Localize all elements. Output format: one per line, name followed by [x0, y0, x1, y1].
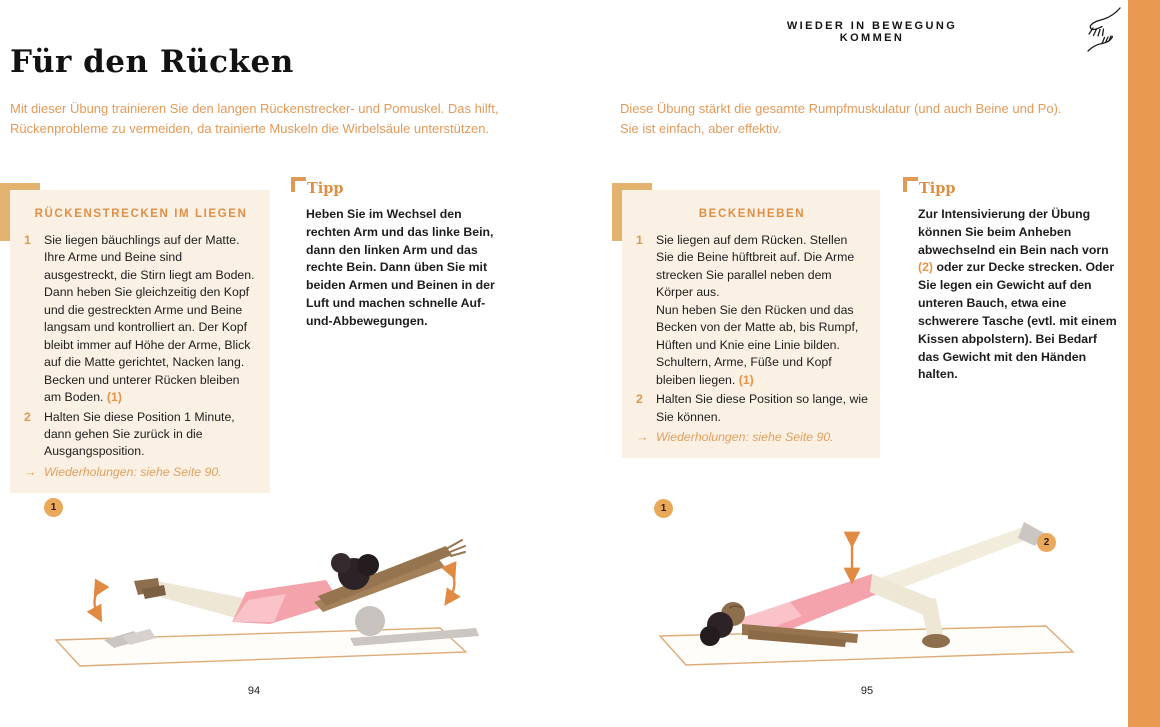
figure-badge-1: 1	[44, 498, 63, 517]
corner-bracket-tip-right	[903, 177, 918, 192]
exercise-step	[24, 409, 258, 461]
step-number: 1	[24, 233, 31, 247]
step-number: 2	[636, 392, 643, 407]
step-number: 2	[24, 409, 31, 424]
tip-text-left: Heben Sie im Wechsel den rechten Arm und das linke Bein, dann den linken Arm und das rechte Bein. Dann üben Sie mit beiden Armen und Beinen in der Luft und machen schnelle Auf-und-Abbewegungen.	[306, 207, 495, 328]
page-title: Für den Rücken	[10, 44, 294, 80]
page-edge-band	[1128, 0, 1160, 727]
step-text-body: Sie liegen auf dem Rücken. Stellen Sie die Beine hüftbreit auf. Die Arme strecken Sie parallel neben dem Körper aus. Nun heben Sie den Rücken und das Becken von der Matte ab, bis Rumpf, Hüften und Knie eine Linie bilden. Schultern, Arme, Füße und Kopf bleiben liegen.	[656, 233, 859, 387]
tip-text-after: oder zur Decke strecken. Oder Sie legen ein Gewicht auf den unteren Bauch, etwa eine schwerere Tasche (evtl. mit einem Kissen abpolstern). Bei Bedarf das Gewicht mit den Händen halten.	[918, 260, 1117, 382]
arrow-icon: →	[636, 429, 649, 444]
intro-paragraph-left: Mit dieser Übung trainieren Sie den langen Rückenstrecker- und Pomuskel. Das hilft, Rückenprobleme zu vermeiden, da trainierte Muskeln die Wirbelsäule unterstützen.	[10, 101, 499, 137]
figure-reference-marker: (2)	[918, 260, 934, 275]
arrow-icon: →	[24, 464, 37, 479]
motion-arrow-feet	[95, 590, 99, 615]
figure-reference-marker: (1)	[106, 390, 122, 405]
corner-bracket-tip-left	[291, 177, 306, 192]
illustration-pelvic-lift	[630, 488, 1105, 680]
helping-hands-icon	[1078, 6, 1122, 52]
step-text-body: Halten Sie diese Position 1 Minute, dann gehen Sie zurück in die Ausgangsposition.	[44, 409, 235, 459]
step-text	[656, 391, 868, 426]
exercise-step	[636, 232, 868, 389]
exercise-title-left: RÜCKENSTRECKEN IM LIEGEN	[34, 208, 248, 220]
step-text-body: Sie liegen bäuchlings auf der Matte. Ihre Arme und Beine sind ausgestreckt, die Stirn liegt am Boden. Dann heben Sie gleichzeitig den Kopf und die gestreckten Arme und Beine langsam und kontrolliert an. Der Kopf bleibt immer auf Höhe der Arme, Blick auf die Matte gerichtet, Nacken lang. Becken und unterer Rücken bleiben am Boden.	[44, 233, 255, 405]
repetitions-note	[24, 464, 258, 481]
intro-paragraph-right: Diese Übung stärkt die gesamte Rumpfmuskulatur (und auch Beine und Po). Sie ist einfach, aber effektiv.	[620, 101, 1062, 137]
step-text	[44, 232, 258, 407]
step-text	[44, 409, 258, 461]
tip-title-left: Tipp	[307, 180, 344, 197]
page-number-left: 94	[247, 685, 261, 697]
figure-badge-1: 1	[654, 499, 673, 518]
repetitions-note-text: Wiederholungen: siehe Seite 90.	[44, 464, 222, 479]
exercise-box-rueckenstrecken	[10, 190, 270, 493]
repetitions-note-text: Wiederholungen: siehe Seite 90.	[656, 429, 834, 444]
step-text	[656, 232, 868, 389]
motion-arrow-hands	[449, 572, 454, 599]
page-number-right: 95	[860, 685, 874, 697]
exercise-step	[24, 232, 258, 407]
tip-title-right: Tipp	[919, 180, 956, 197]
tip-text-right	[918, 206, 1119, 384]
illustration-back-extension	[18, 488, 493, 680]
exercise-title-right: BECKENHEBEN	[698, 208, 806, 220]
step-text-body: Halten Sie diese Position so lange, wie Sie können.	[656, 392, 868, 424]
step-number: 1	[636, 233, 643, 247]
figure-reference-marker: (1)	[738, 372, 754, 387]
repetitions-note	[636, 429, 868, 446]
exercise-step	[636, 391, 868, 426]
figure-badge-2: 2	[1037, 533, 1056, 552]
running-header: WIEDER IN BEWEGUNG KOMMEN	[786, 20, 958, 44]
tip-text-before: Zur Intensivierung der Übung können Sie beim Anheben abwechselnd ein Bein nach vorn	[918, 207, 1109, 257]
exercise-box-beckenheben	[622, 190, 880, 458]
